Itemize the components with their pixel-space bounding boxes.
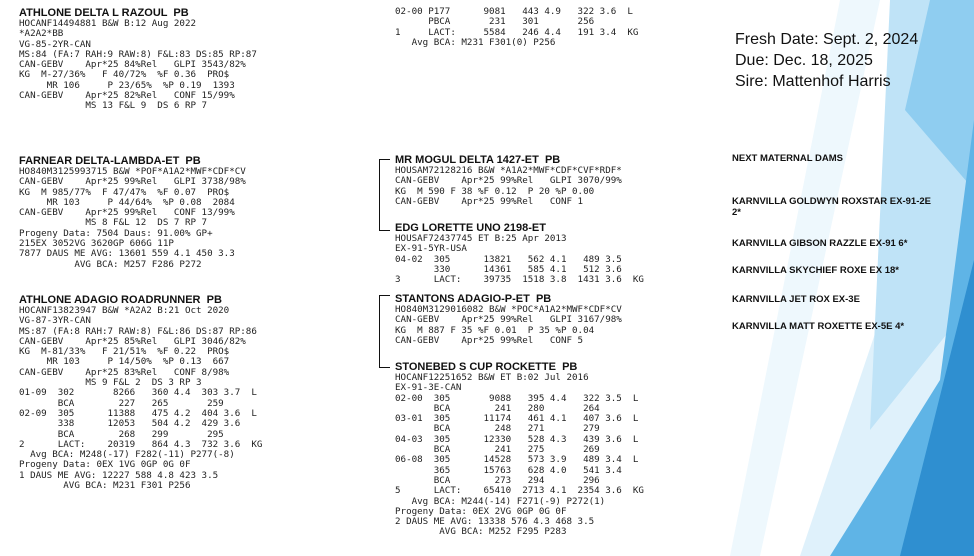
maternal-dam-item: KARNVILLA GIBSON RAZZLE EX-91 6*	[732, 238, 908, 249]
detail-line: 01-09 302 8266 360 4.4 303 3.7 L	[19, 387, 257, 399]
animal-name: FARNEAR DELTA-LAMBDA-ET PB	[19, 155, 201, 167]
animal-name: STONEBED S CUP ROCKETTE PB	[395, 361, 578, 373]
detail-line: CAN-GEBV Apr*25 99%Rel GLPI 3070/99%	[395, 175, 622, 187]
detail-line: 338 12053 504 4.2 429 3.6	[19, 418, 241, 430]
animal-detail-lines	[19, 19, 257, 112]
maternal-dam-item: KARNVILLA JET ROX EX-3E	[732, 294, 860, 305]
detail-line: Progeny Data: 0EX 1VG 0GP 0G 0F	[19, 459, 191, 471]
detail-line: HOUSAM72128216 B&W *A1A2*MWF*CDF*CVF*RDF*	[395, 165, 622, 176]
detail-line: CAN-GEBV Apr*25 99%Rel CONF 1	[395, 195, 584, 207]
fresh-date-text: Fresh Date: Sept. 2, 2024	[735, 31, 919, 48]
calving-info	[735, 29, 918, 92]
maternal-dam-item: KARNVILLA SKYCHIEF ROXE EX 18*	[732, 265, 899, 276]
animal-name: EDG LORETTE UNO 2198-ET	[395, 222, 546, 234]
detail-line: CAN-GEBV Apr*25 84%Rel GLPI 3543/82%	[19, 59, 246, 71]
detail-line: 04-03 305 12330 528 4.3 439 3.6 L	[395, 433, 639, 445]
detail-line: BCA 268 299 295	[19, 428, 224, 440]
detail-line: MR 106 P 23/65% %P 0.19 1393	[19, 79, 235, 91]
detail-line: HO840M3125993715 B&W *POF*A1A2*MWF*CDF*CV	[19, 166, 246, 177]
animal-block-sire-of-great-granddam	[395, 293, 622, 346]
animal-name: STANTONS ADAGIO-P-ET PB	[395, 293, 552, 305]
detail-line: VG-87-3YR-CAN	[19, 315, 91, 327]
detail-line: 330 14361 585 4.1 512 3.6	[395, 263, 622, 275]
pedigree-bracket	[379, 159, 390, 231]
animal-detail-lines	[395, 234, 644, 285]
detail-line: AVG BCA: M231 F301 P256	[19, 480, 191, 492]
animal-block-sire-of-dam	[19, 155, 246, 270]
animal-detail-lines	[19, 306, 262, 491]
detail-line: KG M-27/36% F 40/72% %F 0.36 PRO$	[19, 69, 230, 81]
detail-line: Avg BCA: M248(-17) F282(-11) P277(-8)	[19, 449, 235, 461]
animal-name: ATHLONE ADAGIO ROADRUNNER PB	[19, 294, 222, 306]
detail-line: BCA 241 275 269	[395, 444, 600, 456]
detail-line: 04-02 305 13821 562 4.1 489 3.5	[395, 253, 622, 265]
detail-line: BCA 273 294 296	[395, 474, 600, 486]
detail-line: EX-91-5YR-USA	[395, 243, 467, 255]
detail-line: MS 13 F&L 9 DS 6 RP 7	[19, 100, 208, 112]
detail-line: BCA 248 271 279	[395, 423, 600, 435]
detail-line: HOUSAF72437745 ET B:25 Apr 2013	[395, 233, 567, 244]
detail-line: CAN-GEBV Apr*25 99%Rel CONF 5	[395, 334, 584, 346]
animal-detail-lines	[395, 373, 644, 538]
detail-line: MR 103 P 44/64% %P 0.08 2084	[19, 196, 235, 208]
animal-block-granddam	[19, 294, 262, 491]
detail-line: HOCANF13823947 B&W *A2A2 B:21 Oct 2020	[19, 305, 230, 316]
detail-line: CAN-GEBV Apr*25 85%Rel GLPI 3046/82%	[19, 335, 246, 347]
detail-line: Avg BCA: M231 F301(0) P256	[395, 36, 556, 48]
detail-line: 02-09 305 11388 475 4.2 404 3.6 L	[19, 407, 257, 419]
detail-line: CAN-GEBV Apr*25 99%Rel CONF 13/99%	[19, 207, 235, 219]
detail-line: HO840M3129016082 B&W *POC*A1A2*MWF*CDF*CV	[395, 304, 622, 315]
detail-line: 02-00 305 9088 395 4.4 322 3.5 L	[395, 392, 639, 404]
maternal-dam-item: KARNVILLA MATT ROXETTE EX-5E 4*	[732, 321, 905, 332]
maternal-dams-heading: NEXT MATERNAL DAMS	[732, 153, 844, 164]
detail-line: HOCANF14494881 B&W B:12 Aug 2022	[19, 18, 197, 29]
detail-line: 02-00 P177 9081 443 4.9 322 3.6 L	[395, 6, 633, 17]
dam-lactation-summary	[395, 7, 638, 48]
detail-line: KG M 985/77% F 47/47% %F 0.07 PRO$	[19, 186, 230, 198]
detail-line: HOCANF12251652 B&W ET B:02 Jul 2016	[395, 372, 589, 383]
animal-detail-lines	[395, 305, 622, 346]
detail-line: KG M 887 F 35 %F 0.01 P 35 %P 0.04	[395, 324, 595, 336]
detail-line: 06-08 305 14528 573 3.9 489 3.4 L	[395, 454, 639, 466]
lactation-lines	[395, 7, 638, 48]
maternal-dams-list	[732, 153, 843, 164]
detail-line: BCA 241 280 264	[395, 402, 600, 414]
due-date-text: Due: Dec. 18, 2025	[735, 52, 873, 69]
detail-line: MS 8 F&L 12 DS 7 RP 7	[19, 217, 208, 229]
detail-line: MS:84 (FA:7 RAH:9 RAW:8) F&L:83 DS:85 RP:87	[19, 48, 257, 60]
animal-block-great-granddam	[395, 222, 644, 285]
detail-line: MS 9 F&L 2 DS 3 RP 3	[19, 377, 202, 389]
detail-line: AVG BCA: M257 F286 P272	[19, 258, 202, 270]
detail-line: CAN-GEBV Apr*25 83%Rel CONF 8/98%	[19, 366, 230, 378]
detail-line: CAN-GEBV Apr*25 82%Rel CONF 15/99%	[19, 90, 235, 102]
detail-line: 3 LACT: 39735 1518 3.8 1431 3.6 KG	[395, 274, 644, 286]
animal-block-sire-of-granddam	[395, 154, 622, 207]
detail-line: Avg BCA: M244(-14) F271(-9) P272(1)	[395, 495, 606, 507]
detail-line: 2 DAUS ME AVG: 13338 576 4.3 468 3.5	[395, 516, 595, 528]
animal-name: ATHLONE DELTA L RAZOUL PB	[19, 7, 189, 19]
detail-line: BCA 227 265 259	[19, 397, 224, 409]
detail-line: Progeny Data: 0EX 2VG 0GP 0G 0F	[395, 505, 567, 517]
detail-line: 365 15763 628 4.0 541 3.4	[395, 464, 622, 476]
animal-name: MR MOGUL DELTA 1427-ET PB	[395, 154, 561, 166]
detail-line: PBCA 231 301 256	[395, 16, 595, 28]
detail-line: 5 LACT: 65410 2713 4.1 2354 3.6 KG	[395, 485, 644, 497]
detail-line: 7877 DAUS ME AVG: 13601 559 4.1 450 3.3	[19, 248, 235, 260]
detail-line: *A2A2*BB	[19, 28, 64, 40]
animal-detail-lines	[395, 166, 622, 207]
sire-text: Sire: Mattenhof Harris	[735, 73, 891, 90]
detail-line: 03-01 305 11174 461 4.1 407 3.6 L	[395, 413, 639, 425]
detail-line: AVG BCA: M252 F295 P283	[395, 526, 567, 538]
animal-detail-lines	[19, 167, 246, 270]
detail-line: 2 LACT: 20319 864 4.3 732 3.6 KG	[19, 438, 263, 450]
maternal-dam-item: KARNVILLA GOLDWYN ROXSTAR EX-91-2E 2*	[732, 196, 931, 218]
detail-line: Progeny Data: 7504 Daus: 91.00% GP+	[19, 227, 213, 239]
detail-line: 1 DAUS ME AVG: 12227 588 4.8 423 3.5	[19, 469, 219, 481]
pedigree-bracket	[379, 295, 390, 368]
animal-block-dam	[19, 7, 257, 112]
detail-line: KG M 590 F 38 %F 0.12 P 20 %P 0.00	[395, 185, 595, 197]
detail-line: 215EX 3052VG 3620GP 606G 11P	[19, 238, 174, 250]
detail-line: CAN-GEBV Apr*25 99%Rel GLPI 3738/98%	[19, 176, 246, 188]
detail-line: EX-91-3E-CAN	[395, 382, 462, 394]
detail-line: MR 103 P 14/50% %P 0.13 667	[19, 356, 230, 368]
animal-block-great-great-granddam	[395, 361, 644, 538]
detail-line: MS:87 (FA:8 RAH:7 RAW:8) F&L:86 DS:87 RP:86	[19, 325, 257, 337]
detail-line: CAN-GEBV Apr*25 99%Rel GLPI 3167/98%	[395, 314, 622, 326]
detail-line: 1 LACT: 5584 246 4.4 191 3.4 KG	[395, 26, 639, 38]
detail-line: KG M-81/33% F 21/51% %F 0.22 PRO$	[19, 346, 230, 358]
detail-line: VG-85-2YR-CAN	[19, 38, 91, 50]
